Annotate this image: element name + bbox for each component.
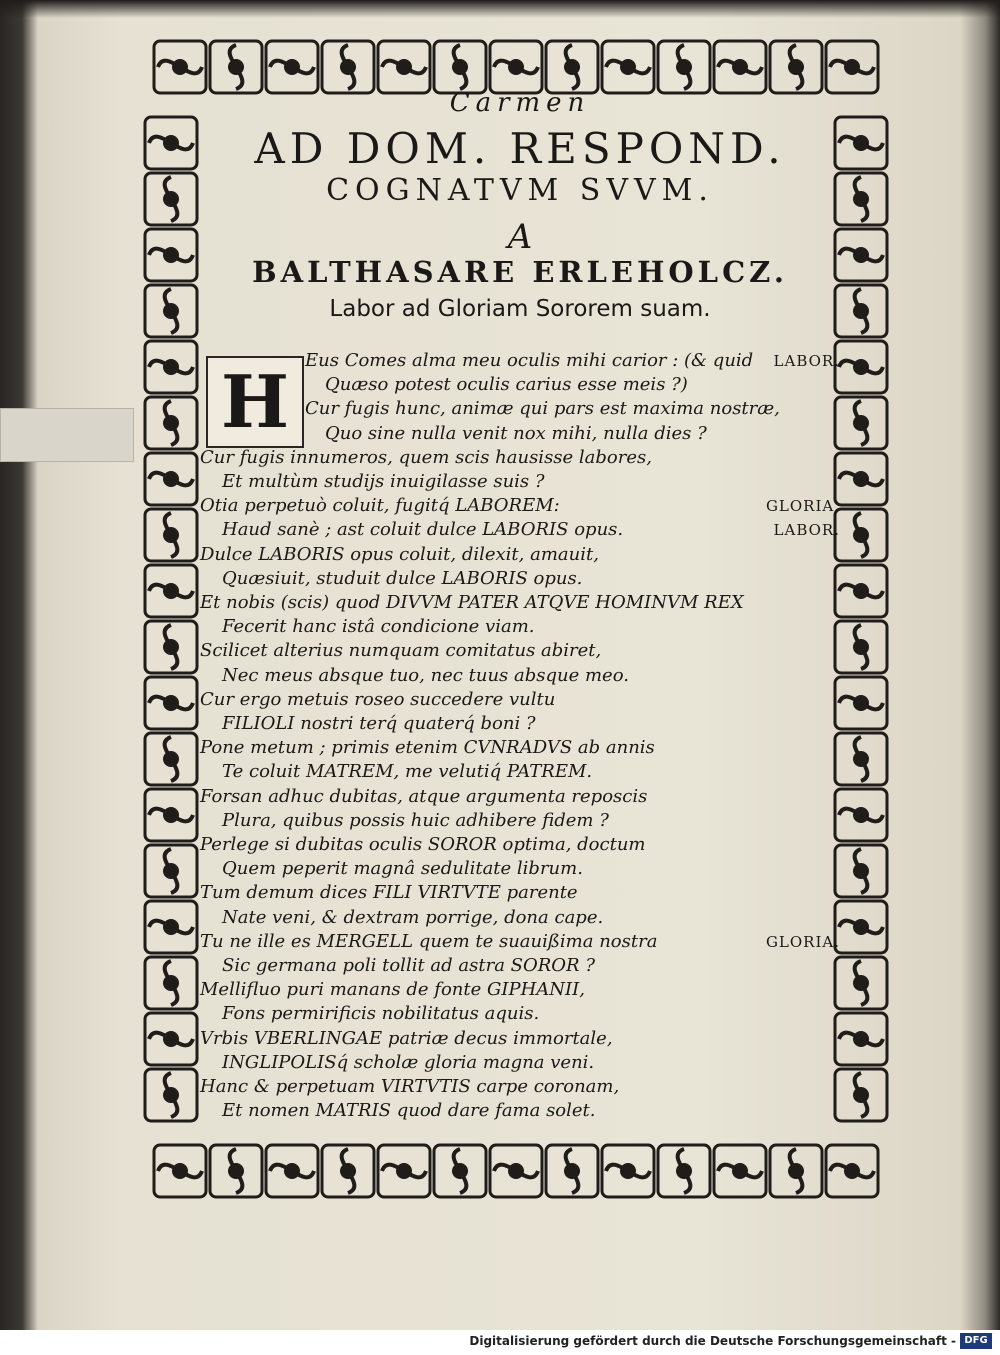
poem-line: Et nomen MATRIS quod dare fama solet. [222,1100,596,1122]
ornament-tile [602,1145,654,1197]
ornament-tile [154,1145,206,1197]
ornament-tile [835,845,887,897]
ornament-tile [145,957,197,1009]
ornament-tile [835,453,887,505]
ornament-tile [770,1145,822,1197]
poem-line: Forsan adhuc dubitas, atque argumenta reposcis [200,785,648,807]
heading-ad-dom: AD DOM. RESPOND. [254,124,786,173]
poem-line: Te coluit MATREM, me velutiq́ PATREM. [222,761,593,783]
poem-line: Tu ne ille es MERGELL quem te suauißima nostra [200,930,658,952]
ornament-tile [835,229,887,281]
ornamental-border-bottom [140,1140,892,1202]
poem-line: Nec meus absque tuo, nec tuus absque meo. [222,664,629,686]
ornament-tile [835,397,887,449]
speaker-label: GLORIA. [765,497,840,516]
poem-line: Et multùm studijs inuigilasse suis ? [222,471,545,492]
ornament-tile [145,845,197,897]
ornament-tile [145,1069,197,1121]
ornament-tile [145,565,197,617]
dfg-logo: DFG [960,1333,992,1349]
ornament-tile [145,733,197,785]
footer-credit: Digitalisierung gefördert durch die Deutsche Forschungsgemeinschaft - [469,1334,956,1348]
ornament-tile [210,1145,262,1197]
ornament-tile [145,509,197,561]
ornament-tile [835,621,887,673]
decorated-initial [206,356,304,448]
poem-line: Otia perpetuò coluit, fugitq́ LABOREM: [200,495,560,517]
ornament-tile [378,1145,430,1197]
ornament-tile [835,565,887,617]
poem-line: INGLIPOLISq́ scholæ gloria magna veni. [222,1051,595,1073]
speaker-label: LABOR. [773,352,840,370]
ornament-tile [835,733,887,785]
speaker-label: LABOR. [773,521,840,540]
ornament-tile [145,901,197,953]
ornament-tile [145,1013,197,1065]
ornament-tile [266,1145,318,1197]
ornament-tile [714,1145,766,1197]
ornament-tile [154,41,206,93]
ornament-tile [835,173,887,225]
page-top-shadow [0,0,1000,18]
ornament-tile [145,229,197,281]
poem-line: Haud sanè ; ast coluit dulce LABORIS opus. [222,519,624,541]
ornament-tile [835,1013,887,1065]
poem-line: Quæsiuit, studuit dulce LABORIS opus. [222,567,583,589]
ornament-band [140,1140,892,1202]
ornament-tile [490,1145,542,1197]
poem-line: Quæso potest oculis carius esse meis ?) [325,374,688,396]
heading-a: A [507,217,533,257]
ornament-tile [546,1145,598,1197]
ornament-tile [835,117,887,169]
ornament-band [140,98,202,1140]
poem-line: Cur fugis hunc, animæ qui pars est maxima nostræ, [305,398,780,420]
ornament-tile [145,453,197,505]
poem-line: FILIOLI nostri terq́ quaterq́ boni ? [222,713,536,734]
poem-line: Pone metum ; primis etenim CVNRADVS ab annis [200,737,655,759]
ornament-tile [434,1145,486,1197]
ornament-tile [145,621,197,673]
heading-subtitle: Labor ad Gloriam Sororem suam. [329,296,711,322]
decorated-initial-letter: H [220,359,290,444]
ornament-tile [835,1069,887,1121]
poem-line: Eus Comes alma meu oculis mihi carior : (& quid [305,350,754,371]
poem-line: Tum demum dices FILI VIRTVTE parente [200,882,578,904]
ornament-tile [145,173,197,225]
heading-cognatum: COGNATVM SVVM. [326,173,714,208]
ornament-tile [145,677,197,729]
ornament-tile [658,1145,710,1197]
ornament-tile [145,397,197,449]
ornament-tile [145,341,197,393]
paper-tab-strip [0,408,134,462]
ornament-tile [835,677,887,729]
ornament-tile [835,341,887,393]
poem-line: Quo sine nulla venit nox mihi, nulla dies ? [325,422,707,444]
poem-line: Perlege si dubitas oculis SOROR optima, doctum [200,834,646,855]
poem-line: Quem peperit magnâ sedulitate librum. [222,858,583,880]
ornament-tile [835,957,887,1009]
ornamental-border-left [140,98,202,1140]
poem-line: Sic germana poli tollit ad astra SOROR ? [222,955,595,976]
poem-line: Cur fugis innumeros, quem scis hausisse labores, [200,446,652,468]
ornament-tile [835,509,887,561]
text-block [200,80,840,1130]
poem-line: Fons permirificis nobilitatus aquis. [222,1003,540,1025]
poem-line: Hanc & perpetuam VIRTVTIS carpe coronam, [200,1076,620,1097]
poem-line: Vrbis VBERLINGAE patriæ decus immortale, [200,1027,613,1049]
poem-line: Dulce LABORIS opus coluit, dilexit, amauit, [200,543,599,565]
speaker-label: GLORIA. [765,932,840,951]
poem-line: Nate veni, & dextram porrige, dona cape. [222,906,604,928]
ornament-tile [145,117,197,169]
poem-line: Cur ergo metuis roseo succedere vultu [200,688,556,710]
poem-line: Scilicet alterius numquam comitatus abiret, [200,640,602,662]
poem-line: Fecerit hanc istâ condicione viam. [222,616,535,638]
poem-line: Plura, quibus possis huic adhibere fidem ? [222,809,609,831]
ornament-tile [826,1145,878,1197]
ornament-tile [835,285,887,337]
ornament-tile [145,789,197,841]
ornament-tile [835,901,887,953]
heading-author: BALTHASARE ERLEHOLCZ. [252,255,788,289]
poem-line: Mellifluo puri manans de fonte GIPHANII, [200,979,585,1001]
heading-carmen: Carmen [449,88,591,118]
ornament-tile [145,285,197,337]
poem-line: Et nobis (scis) quod DIVVM PATER ATQVE HOMINVM REX [200,592,744,613]
ornament-tile [322,1145,374,1197]
ornament-tile [835,789,887,841]
